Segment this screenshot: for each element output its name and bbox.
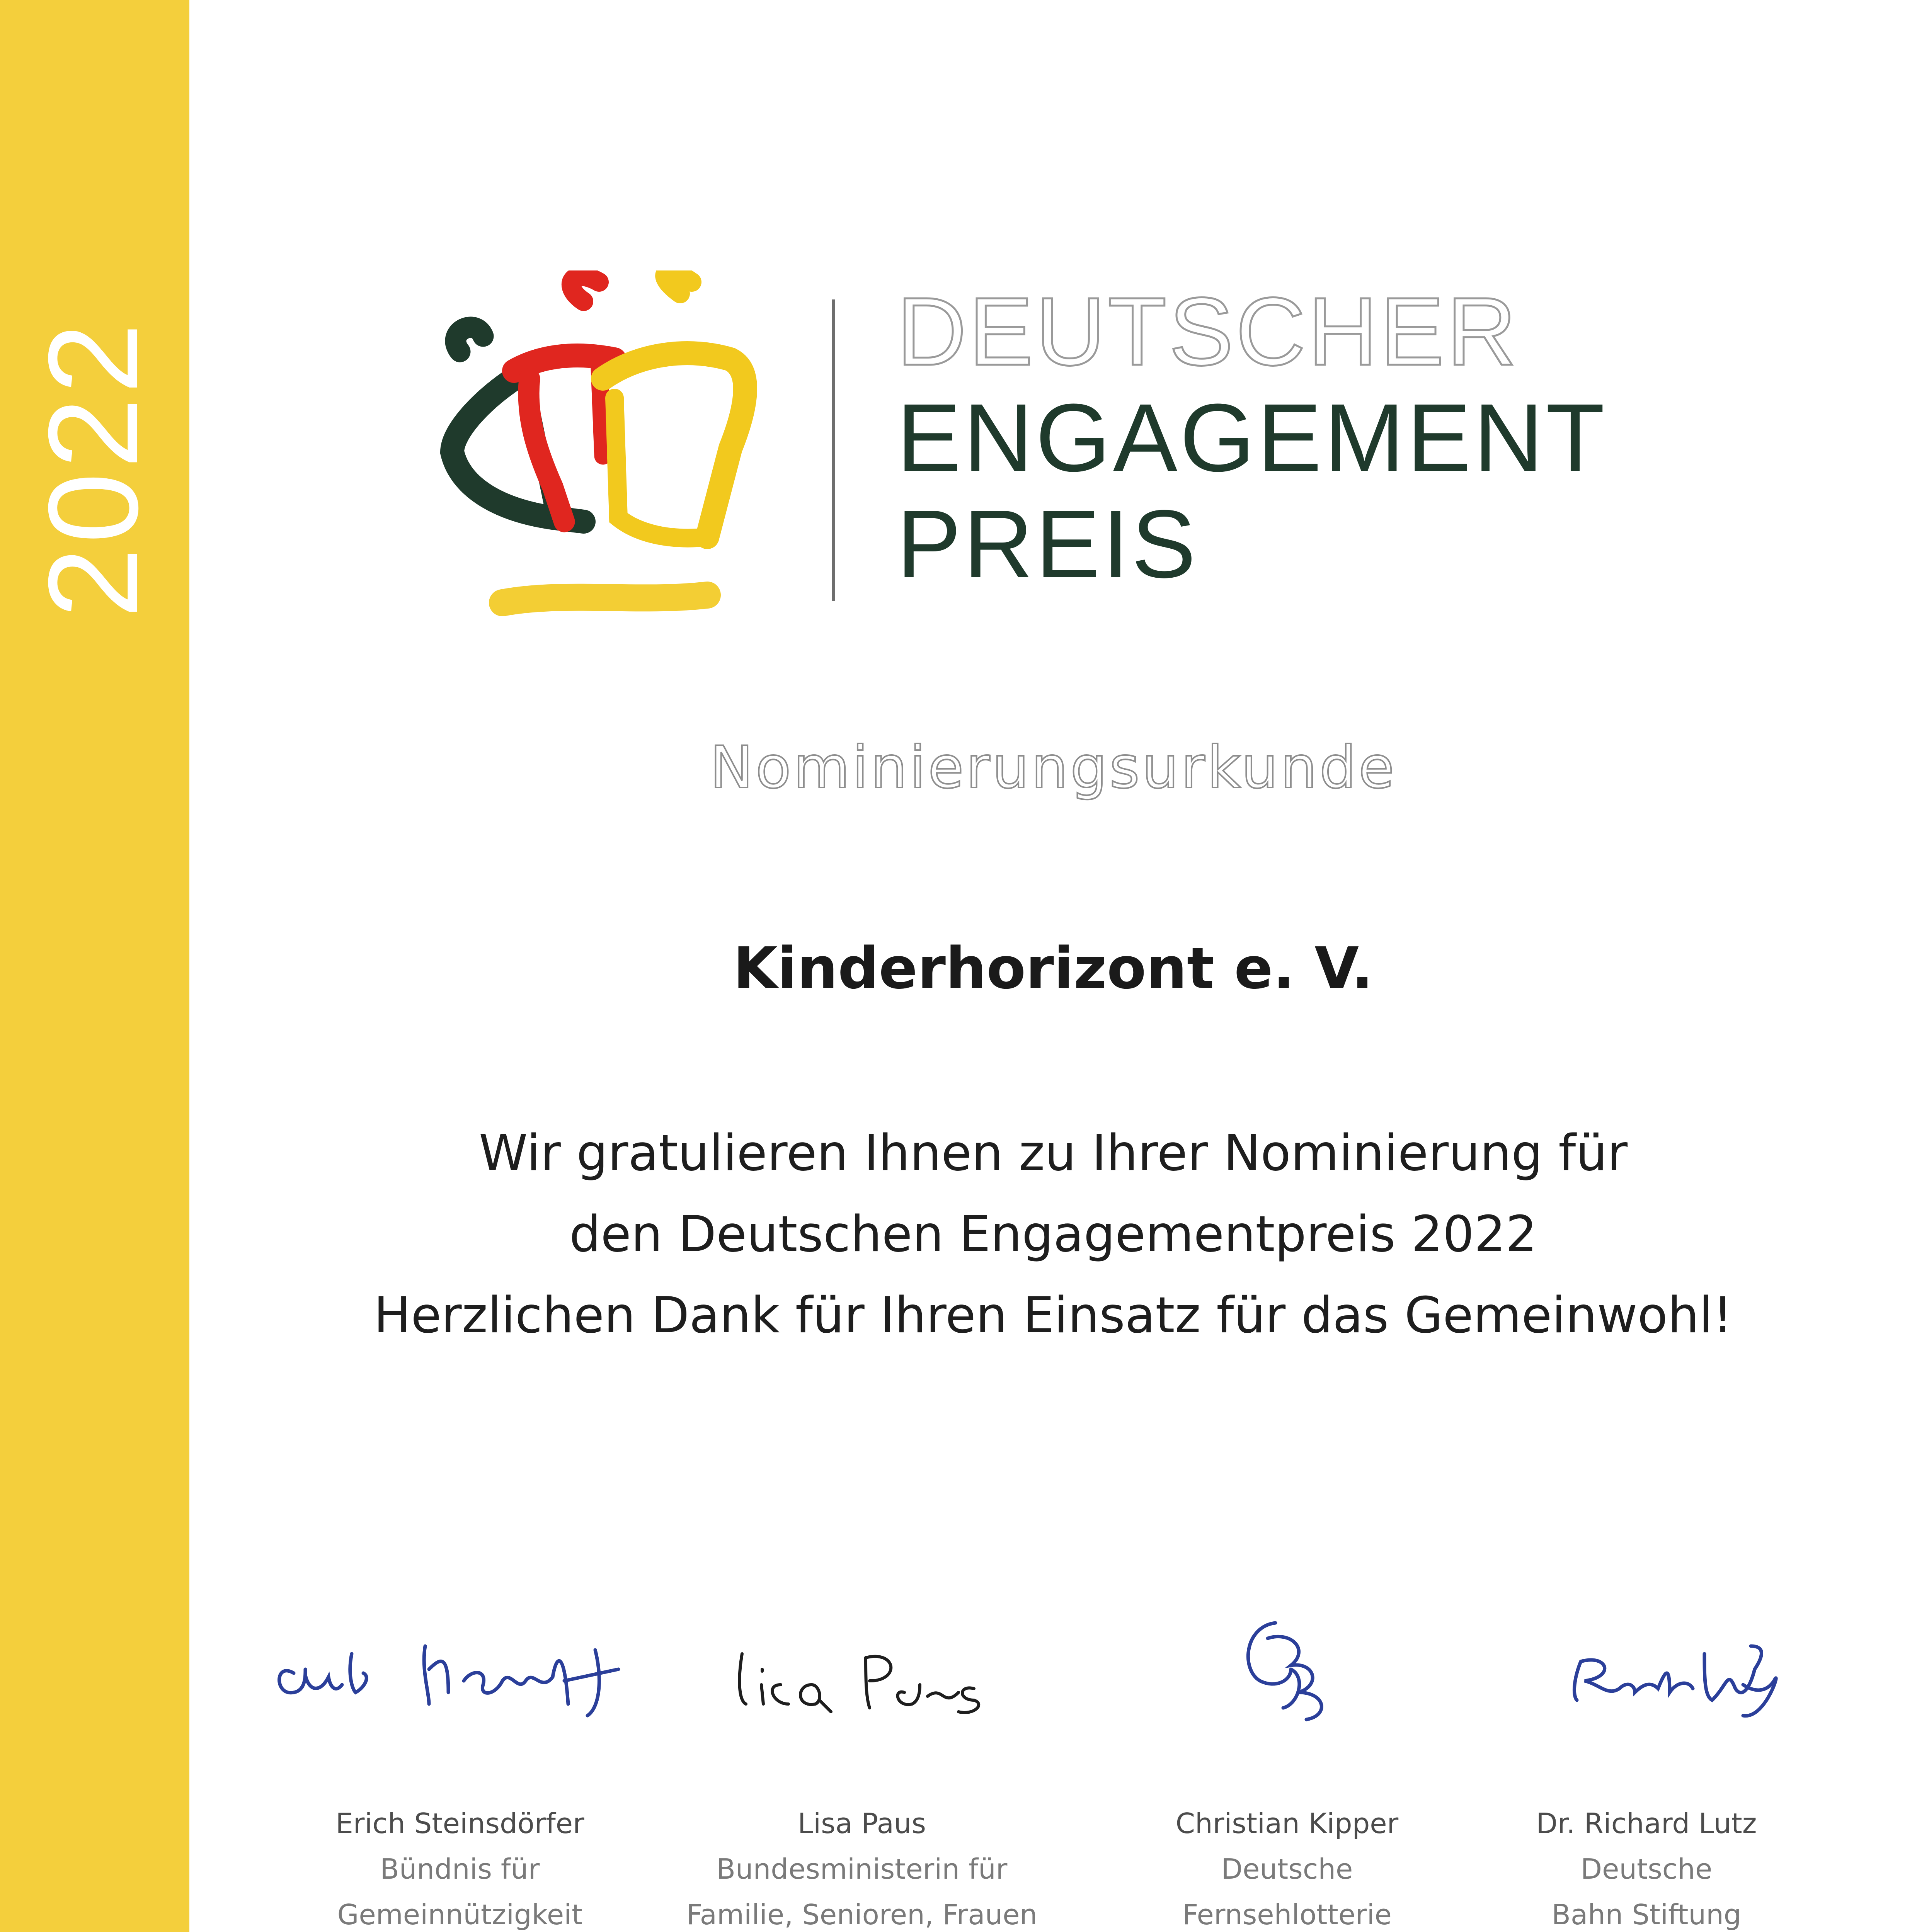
signatory-role: Deutsche xyxy=(1221,1853,1353,1885)
sidebar-year xyxy=(0,0,189,657)
logo-line-deutscher: DEUTSCHER xyxy=(897,277,1519,385)
sidebar-year-graphic xyxy=(0,0,189,657)
congratulation-line: Wir gratulieren Ihnen zu Ihrer Nominierung für xyxy=(478,1124,1628,1182)
signatory-role: Fernsehlotterie xyxy=(1182,1898,1392,1931)
logo-wordmark xyxy=(897,278,1786,597)
sidebar-year-text: 2022 xyxy=(22,319,164,618)
congratulation-line: den Deutschen Engagementpreis 2022 xyxy=(569,1206,1537,1263)
signatory-role: Bahn Stiftung xyxy=(1551,1898,1742,1931)
signatory-role: Bundesministerin für xyxy=(716,1853,1008,1885)
signatory-role: Deutsche xyxy=(1580,1853,1713,1885)
signatory-name: Dr. Richard Lutz xyxy=(1536,1807,1757,1840)
logo-divider xyxy=(832,299,835,601)
signatory-name: Christian Kipper xyxy=(1175,1807,1399,1840)
congratulation-line: Herzlichen Dank für Ihren Einsatz für das Gemeinwohl! xyxy=(373,1287,1733,1344)
signature-paus xyxy=(649,1592,1074,1747)
signature-lutz xyxy=(1434,1592,1859,1747)
signatures-section xyxy=(189,1592,1917,1932)
signatory-paus xyxy=(649,1592,1074,1932)
signature-steinsdoerfer xyxy=(247,1592,672,1747)
certificate-title: Nominierungsurkunde xyxy=(710,734,1397,801)
logo-line-preis: PREIS xyxy=(897,490,1199,598)
signatory-lutz xyxy=(1434,1592,1859,1932)
recipient-name: Kinderhorizont e. V. xyxy=(733,935,1374,1002)
signatory-name: Lisa Paus xyxy=(797,1807,926,1840)
congratulation-text xyxy=(189,1113,1917,1356)
signatory-name: Erich Steinsdörfer xyxy=(335,1807,584,1840)
engagement-preis-logo-mark xyxy=(437,270,785,626)
signatory-role: Gemeinnützigkeit xyxy=(337,1898,583,1931)
signatory-role: Familie, Senioren, Frauen xyxy=(686,1898,1037,1931)
logo-line-engagement: ENGAGEMENT xyxy=(897,384,1607,492)
signatory-role: Bündnis für xyxy=(380,1853,540,1885)
sidebar xyxy=(0,0,189,1932)
signatory-steinsdoerfer xyxy=(247,1592,672,1932)
